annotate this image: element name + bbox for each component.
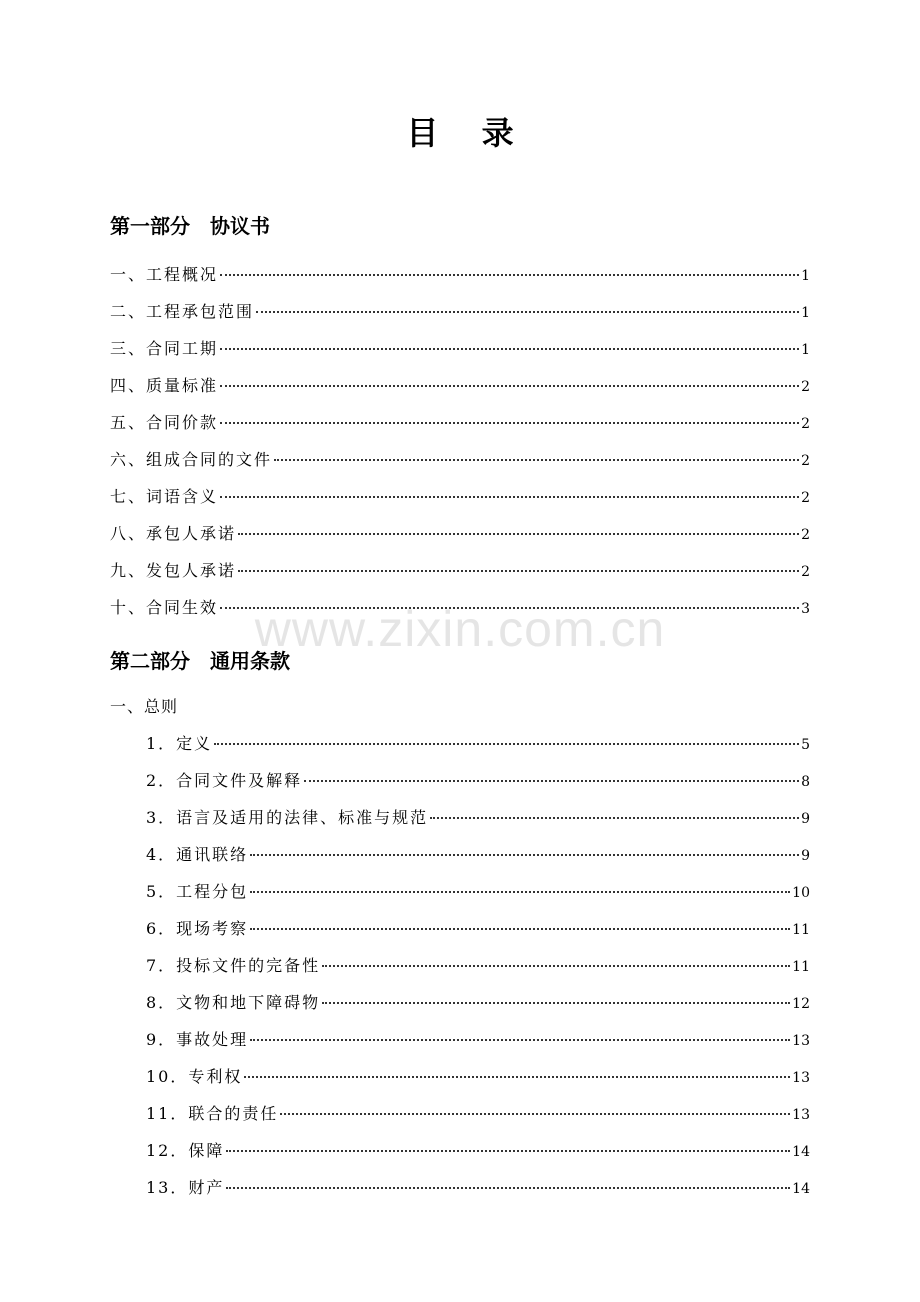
- toc-leader: [274, 459, 799, 461]
- toc-item-page: 14: [792, 1181, 810, 1197]
- toc-item-label: 9．事故处理: [146, 1030, 249, 1049]
- part2-subheading: 一、总则: [110, 697, 179, 716]
- toc-item[interactable]: [110, 447, 810, 471]
- toc-item-label: 3．语言及适用的法律、标准与规范: [146, 808, 429, 827]
- toc-item-page: 1: [801, 305, 810, 321]
- toc-item[interactable]: [110, 299, 810, 323]
- toc-item-page: 1: [801, 268, 810, 284]
- toc-leader: [430, 817, 799, 819]
- watermark: www.zixin.com.cn: [254, 601, 666, 657]
- toc-item-page: 3: [801, 601, 810, 617]
- toc-item-label: 2．合同文件及解释: [146, 771, 303, 790]
- toc-item-page: 11: [792, 959, 810, 975]
- toc-leader: [214, 743, 799, 745]
- toc-item[interactable]: [110, 595, 810, 619]
- toc-leader: [250, 928, 790, 930]
- toc-item-page: 1: [801, 342, 810, 358]
- toc-item-page: 2: [801, 564, 810, 580]
- toc-item-label: 四、质量标准: [110, 376, 219, 395]
- toc-item[interactable]: [110, 336, 810, 360]
- toc-item[interactable]: [146, 1175, 810, 1199]
- toc-item-label: 二、工程承包范围: [110, 302, 255, 321]
- toc-item[interactable]: [110, 558, 810, 582]
- toc-item-page: 10: [792, 885, 810, 901]
- toc-item[interactable]: [146, 1027, 810, 1051]
- toc-item-label: 8．文物和地下障碍物: [146, 993, 321, 1012]
- toc-item[interactable]: [146, 916, 810, 940]
- toc-leader: [322, 1002, 790, 1004]
- toc-item-label: 11．联合的责任: [146, 1104, 279, 1123]
- toc-item[interactable]: [146, 768, 810, 792]
- toc-item-label: 13．财产: [146, 1178, 225, 1197]
- part1-heading: 第一部分 协议书: [110, 214, 270, 238]
- part2-heading: 第二部分 通用条款: [110, 649, 290, 673]
- toc-item-label: 十、合同生效: [110, 598, 219, 617]
- toc-leader: [250, 854, 799, 856]
- toc-item-page: 2: [801, 490, 810, 506]
- page-title: 目 录: [406, 114, 530, 152]
- toc-item-label: 九、发包人承诺: [110, 561, 237, 580]
- toc-item-page: 13: [792, 1107, 810, 1123]
- toc-leader: [244, 1076, 790, 1078]
- toc-item-label: 7．投标文件的完备性: [146, 956, 321, 975]
- toc-item-label: 6．现场考察: [146, 919, 249, 938]
- toc-leader: [226, 1187, 790, 1189]
- toc-item[interactable]: [110, 262, 810, 286]
- toc-item-page: 13: [792, 1033, 810, 1049]
- toc-leader: [256, 311, 799, 313]
- toc-leader: [238, 533, 799, 535]
- toc-item-page: 11: [792, 922, 810, 938]
- toc-item-page: 5: [801, 737, 810, 753]
- toc-leader: [220, 607, 799, 609]
- toc-item-page: 14: [792, 1144, 810, 1160]
- toc-item[interactable]: [146, 731, 810, 755]
- toc-item[interactable]: [146, 879, 810, 903]
- toc-item[interactable]: [146, 805, 810, 829]
- toc-item-page: 13: [792, 1070, 810, 1086]
- toc-item-page: 12: [792, 996, 810, 1012]
- toc-item-label: 八、承包人承诺: [110, 524, 237, 543]
- toc-leader: [220, 496, 799, 498]
- toc-leader: [322, 965, 790, 967]
- toc-item-label: 5．工程分包: [146, 882, 249, 901]
- toc-item[interactable]: [146, 1138, 810, 1162]
- toc-leader: [220, 422, 799, 424]
- toc-item-page: 2: [801, 453, 810, 469]
- toc-item[interactable]: [110, 373, 810, 397]
- toc-item-label: 七、词语含义: [110, 487, 219, 506]
- toc-leader: [250, 1039, 790, 1041]
- toc-item[interactable]: [110, 410, 810, 434]
- toc-item-page: 9: [801, 848, 810, 864]
- toc-item-label: 10．专利权: [146, 1067, 243, 1086]
- toc-item[interactable]: [110, 521, 810, 545]
- toc-item-page: 2: [801, 527, 810, 543]
- toc-item[interactable]: [110, 484, 810, 508]
- toc-item-label: 三、合同工期: [110, 339, 219, 358]
- toc-leader: [226, 1150, 790, 1152]
- toc-item-label: 一、工程概况: [110, 265, 219, 284]
- toc-item[interactable]: [146, 1101, 810, 1125]
- toc-item[interactable]: [146, 953, 810, 977]
- toc-item-label: 五、合同价款: [110, 413, 219, 432]
- toc-leader: [304, 780, 799, 782]
- toc-leader: [250, 891, 790, 893]
- toc-item-label: 六、组成合同的文件: [110, 450, 273, 469]
- toc-leader: [238, 570, 799, 572]
- toc-item-label: 1．定义: [146, 734, 213, 753]
- toc-leader: [220, 348, 799, 350]
- toc-item[interactable]: [146, 990, 810, 1014]
- toc-item-page: 8: [801, 774, 810, 790]
- toc-item-page: 2: [801, 416, 810, 432]
- toc-leader: [280, 1113, 790, 1115]
- toc-leader: [220, 385, 799, 387]
- toc-item-page: 2: [801, 379, 810, 395]
- toc-item[interactable]: [146, 842, 810, 866]
- toc-item-page: 9: [801, 811, 810, 827]
- toc-leader: [220, 274, 799, 276]
- toc-item-label: 12．保障: [146, 1141, 225, 1160]
- toc-item-label: 4．通讯联络: [146, 845, 249, 864]
- toc-item[interactable]: [146, 1064, 810, 1088]
